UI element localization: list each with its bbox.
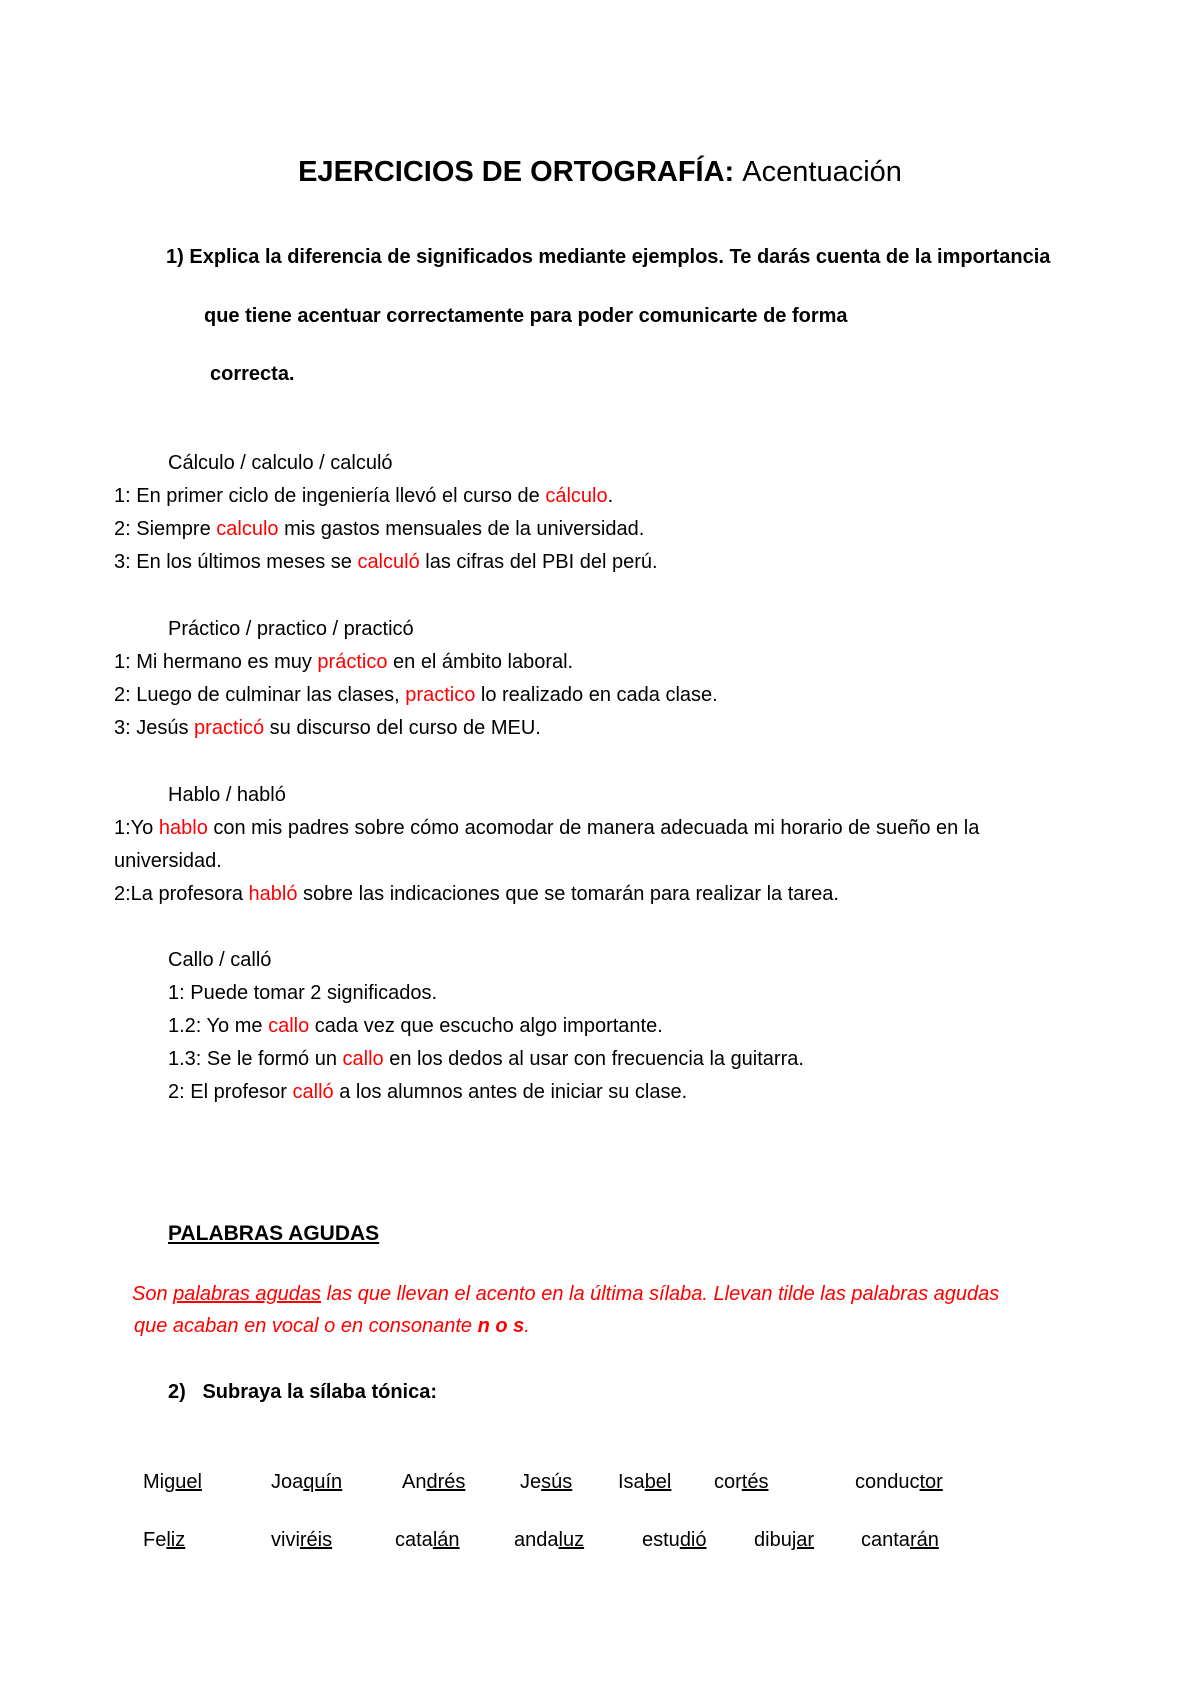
word-andres: Andrés: [402, 1471, 466, 1493]
word-andaluz: andaluz: [514, 1529, 585, 1551]
agudas-definition-line2: que acaban en vocal o en consonante n o s.: [134, 1315, 530, 1337]
group-heading-calculo: Cálculo / calculo / calculó: [168, 452, 393, 474]
word-vivireis: viviréis: [271, 1529, 333, 1551]
group-heading-practico: Práctico / practico / practicó: [168, 618, 414, 640]
word-dibujar: dibujar: [754, 1529, 815, 1551]
sentence-calculo-1: 1: En primer ciclo de ingeniería llevó el curso de cálculo.: [114, 485, 614, 507]
word-estudio: estudió: [642, 1529, 707, 1551]
exercise-1-line1: 1) Explica la diferencia de significados mediante ejemplos. Te darás cuenta de la importancia: [166, 246, 1051, 268]
word-feliz: Feliz: [143, 1529, 186, 1551]
group-heading-callo: Callo / calló: [168, 949, 272, 971]
title-sub: Acentuación: [742, 156, 902, 188]
sentence-calculo-2: 2: Siempre calculo mis gastos mensuales de la universidad.: [114, 518, 645, 540]
title-main: EJERCICIOS DE ORTOGRAFÍA:: [298, 156, 735, 188]
sentence-practico-2: 2: Luego de culminar las clases, practico lo realizado en cada clase.: [114, 684, 718, 706]
group-heading-hablo: Hablo / habló: [168, 784, 286, 806]
section-heading-agudas: PALABRAS AGUDAS: [168, 1222, 380, 1245]
page-title: [0, 154, 1200, 190]
sentence-practico-3: 3: Jesús practicó su discurso del curso de MEU.: [114, 717, 541, 739]
sentence-callo-4: 2: El profesor calló a los alumnos antes de iniciar su clase.: [168, 1081, 688, 1103]
word-catalan: catalán: [395, 1529, 460, 1551]
sentence-callo-3: 1.3: Se le formó un callo en los dedos al usar con frecuencia la guitarra.: [168, 1048, 804, 1070]
word-joaquin: Joaquín: [271, 1471, 343, 1493]
sentence-hablo-1-continued: universidad.: [114, 850, 222, 872]
exercise-1-line3: correcta.: [210, 363, 295, 385]
sentence-practico-1: 1: Mi hermano es muy práctico en el ámbito laboral.: [114, 651, 574, 673]
word-miguel: Miguel: [143, 1471, 202, 1493]
sentence-callo-2: 1.2: Yo me callo cada vez que escucho algo importante.: [168, 1015, 663, 1037]
sentence-hablo-1: 1:Yo hablo con mis padres sobre cómo acomodar de manera adecuada mi horario de sueño en la: [114, 817, 980, 839]
word-cantaran: cantarán: [861, 1529, 939, 1551]
exercise-2-heading: 2) Subraya la sílaba tónica:: [168, 1381, 437, 1403]
sentence-calculo-3: 3: En los últimos meses se calculó las cifras del PBI del perú.: [114, 551, 658, 573]
word-conductor: conductor: [855, 1471, 943, 1493]
word-jesus: Jesús: [520, 1471, 573, 1493]
word-cortes: cortés: [714, 1471, 769, 1493]
sentence-hablo-2: 2:La profesora habló sobre las indicaciones que se tomarán para realizar la tarea.: [114, 883, 839, 905]
agudas-definition-line1: Son palabras agudas las que llevan el acento en la última sílaba. Llevan tilde las palabras agudas: [132, 1283, 1000, 1305]
word-isabel: Isabel: [618, 1471, 672, 1493]
sentence-callo-1: 1: Puede tomar 2 significados.: [168, 982, 438, 1004]
exercise-1-line2: que tiene acentuar correctamente para poder comunicarte de forma: [204, 305, 848, 327]
